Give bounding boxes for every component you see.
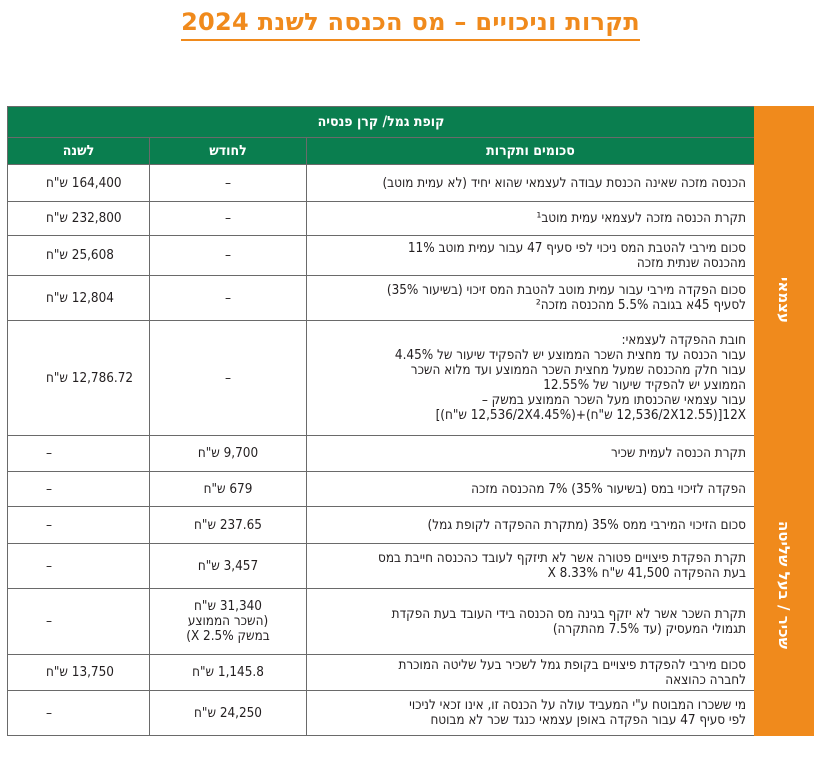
table-row [8, 236, 814, 276]
description-cell [307, 655, 755, 691]
description-line: הכנסה מזכה שאינה הכנסת עבודה לעצמאי שהוא יחיד (לא עמית מוטב) [382, 175, 746, 191]
monthly-value: 679 ש"ח [203, 481, 253, 497]
monthly-cell [150, 655, 307, 691]
monthly-value: (השכר הממוצע [187, 614, 269, 629]
description-line: תקרת השכר אשר לא יזקף בגינה מס הכנסה בידי העובד בעת הפקדת [391, 606, 746, 622]
yearly-value: 12,804 ש"ח [46, 290, 114, 306]
table-row [8, 276, 814, 321]
description-line: תקרת הפקדת פיצויים פטורה אשר לא תיזקף לעובד כהכנסה חייבת במס [378, 551, 746, 566]
description-line: עבור הכנסה עד מחצית השכר הממוצע יש להפקיד שיעור של 4.45% [394, 348, 746, 363]
table-row [8, 436, 814, 472]
side-header-blank [755, 107, 814, 165]
page-title: תקרות וניכויים – מס הכנסה לשנת 2024 [0, 8, 821, 36]
yearly-cell [8, 691, 150, 736]
table-row [8, 472, 814, 507]
column-header-yearly: לשנה [8, 138, 150, 165]
yearly-cell [8, 472, 150, 507]
monthly-value: – [224, 211, 232, 226]
group-header: קופת גמל/ קרן פנסיה [8, 107, 755, 138]
yearly-value: – [46, 517, 53, 533]
yearly-value: 13,750 ש"ח [46, 665, 114, 680]
description-line: תקרת הכנסה מזכה לעצמאי עמית מוטב¹ [536, 211, 746, 226]
description-cell [307, 236, 755, 276]
yearly-value: 164,400 ש"ח [46, 175, 122, 191]
monthly-cell [150, 165, 307, 202]
table-row [8, 507, 814, 544]
yearly-value: 25,608 ש"ח [46, 248, 114, 263]
description-cell [307, 165, 755, 202]
description-cell [307, 691, 755, 736]
description-cell [307, 276, 755, 321]
description-line: תקרת הכנסה לעמית שכיר [611, 446, 746, 461]
description-line: לסעיף 45א בגובה 5.5% מהכנסה מזכה² [535, 298, 746, 313]
yearly-cell [8, 165, 150, 202]
description-line: הממוצע יש להפקיד שיעור של 12.55% [543, 378, 746, 393]
table-row [8, 321, 814, 436]
description-line: סכום הזיכוי המירבי ממס 35% (מתקרת ההפקדה לקופת גמל) [427, 517, 746, 533]
yearly-value: – [46, 446, 53, 461]
table-row [8, 655, 814, 691]
yearly-value: – [46, 705, 53, 721]
yearly-cell [8, 321, 150, 436]
description-cell [307, 321, 755, 436]
column-header-monthly: לחודש [150, 138, 307, 165]
description-line: מי ששכרו המבוטח ע"י המעביד עולה על הכנסה זו, אינו זכאי לניכוי [409, 698, 746, 713]
section-label-cell [755, 165, 814, 436]
description-cell [307, 472, 755, 507]
description-line: 12X[(12,536/2X12.55 ש"ח)+(12,536/2X4.45% ש"ח)] [435, 408, 746, 423]
description-cell [307, 436, 755, 472]
description-cell [307, 202, 755, 236]
description-line: סכום מירבי להפקדת פיצויים בקופת גמל לשכיר בעל שליטה המוכרת [398, 657, 746, 673]
yearly-cell [8, 655, 150, 691]
monthly-cell [150, 544, 307, 589]
description-line: הפקדה לזיכוי במס (בשיעור 35%) 7% מהכנסה מזכה [471, 481, 746, 497]
column-header-description: סכומים ותקרות [307, 138, 755, 165]
yearly-value: – [46, 481, 53, 497]
section-label-cell [755, 436, 814, 736]
description-cell [307, 589, 755, 655]
monthly-cell [150, 589, 307, 655]
monthly-cell [150, 507, 307, 544]
monthly-value: 237.65 ש"ח [194, 517, 262, 533]
description-line: סכום מירבי להטבת המס ניכוי לפי סעיף 47 עבור עמית מוטב 11% [407, 240, 746, 256]
description-cell [307, 507, 755, 544]
table-row [8, 589, 814, 655]
description-cell [307, 544, 755, 589]
description-line: חובת ההפקדה לעצמאי: [621, 333, 746, 348]
monthly-value: 3,457 ש"ח [197, 558, 259, 574]
yearly-cell [8, 544, 150, 589]
yearly-cell [8, 507, 150, 544]
monthly-value: 31,340 ש"ח [194, 599, 262, 614]
yearly-value: 232,800 ש"ח [46, 211, 122, 226]
monthly-value: – [224, 248, 232, 263]
yearly-cell [8, 236, 150, 276]
yearly-cell [8, 276, 150, 321]
section-label: שכיר / בעל שליטה [775, 521, 793, 650]
monthly-cell [150, 236, 307, 276]
monthly-value: 1,145.8 ש"ח [192, 665, 264, 680]
monthly-value: 9,700 ש"ח [197, 446, 259, 461]
description-line: לפי סעיף 47 עבור הפקדה באופן עצמאי כנגד שכר לא מבוטח [430, 713, 746, 728]
description-line: בעת ההפקדה 41,500 ש"ח X 8.33% [547, 566, 746, 581]
monthly-cell [150, 202, 307, 236]
table-row [8, 544, 814, 589]
monthly-value: – [224, 370, 232, 386]
yearly-value: 12,786.72 ש"ח [46, 370, 134, 386]
description-line: לחברה כהוצאה [665, 672, 746, 688]
monthly-cell [150, 691, 307, 736]
table-row [8, 691, 814, 736]
monthly-value: במשק X 2.5%) [186, 629, 270, 644]
table-row [8, 202, 814, 236]
monthly-cell [150, 321, 307, 436]
tax-ceilings-table [7, 106, 814, 736]
monthly-cell [150, 276, 307, 321]
description-line: מהכנסה שנתית מזכה [636, 255, 746, 271]
yearly-value: – [46, 614, 53, 629]
description-line: תגמולי המעסיק (עד 7.5% מהתקרה) [552, 621, 746, 637]
section-label: עצמאי [775, 277, 793, 323]
monthly-value: – [224, 290, 232, 306]
yearly-cell [8, 202, 150, 236]
yearly-value: – [46, 558, 53, 574]
description-line: עבור עצמאי שהכנסתו מעל השכר הממוצע במשק – [481, 393, 746, 408]
monthly-cell [150, 436, 307, 472]
description-line: עבור חלק מהכנסה שמעל מחצית השכר הממוצע ועד מלוא השכר [410, 363, 746, 378]
monthly-value: 24,250 ש"ח [194, 705, 262, 721]
monthly-value: – [224, 175, 232, 191]
table-row [8, 165, 814, 202]
yearly-cell [8, 589, 150, 655]
monthly-cell [150, 472, 307, 507]
description-line: סכום הפקדה מירבי עבור עמית מוטב להטבת המס זיכוי (בשיעור 35%) [386, 283, 746, 298]
yearly-cell [8, 436, 150, 472]
